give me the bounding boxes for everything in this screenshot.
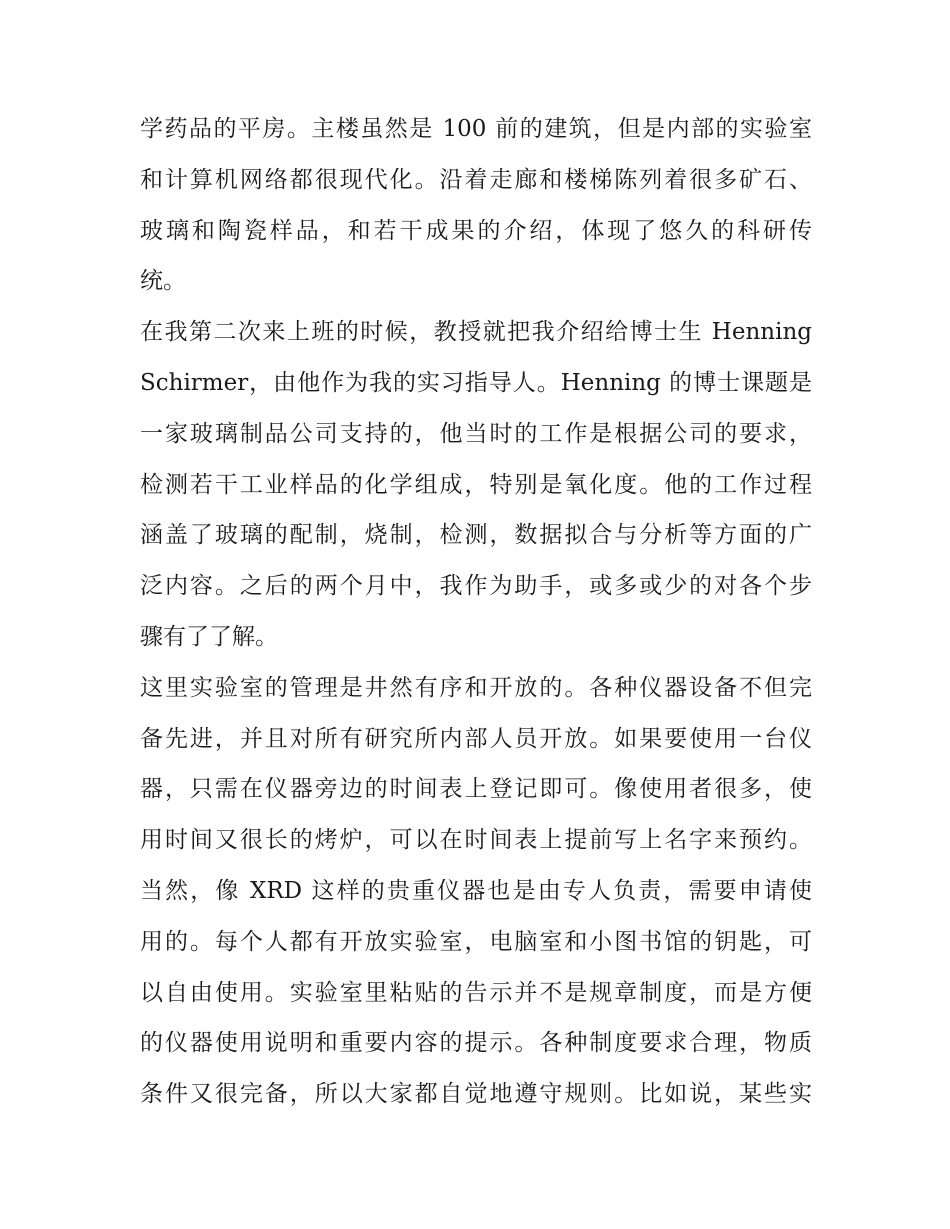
text-line: 涵盖了玻璃的配制，烧制，检测，数据拟合与分析等方面的广 [140, 522, 812, 549]
text-line: 器，只需在仪器旁边的时间表上登记即可。像使用者很多，使 [140, 776, 812, 803]
text-line: 和计算机网络都很现代化。沿着走廊和楼梯陈列着很多矿石、 [140, 166, 812, 193]
text-line: 一家玻璃制品公司支持的，他当时的工作是根据公司的要求， [140, 420, 812, 447]
text-line: Schirmer，由他作为我的实习指导人。Henning 的博士课题是 [140, 369, 812, 396]
text-line: 以自由使用。实验室里粘贴的告示并不是规章制度，而是方便 [140, 979, 812, 1006]
text-line: 检测若干工业样品的化学组成，特别是氧化度。他的工作过程 [140, 471, 812, 498]
text-line: 当然，像 XRD 这样的贵重仪器也是由专人负责，需要申请使 [140, 877, 812, 904]
text-line: 骤有了了解。 [140, 623, 278, 650]
text-line: 这里实验室的管理是井然有序和开放的。各种仪器设备不但完 [140, 674, 812, 701]
paragraph-2 [140, 307, 812, 663]
paragraph-1 [140, 104, 812, 307]
document-body [140, 104, 812, 1120]
text-line: 学药品的平房。主楼虽然是 100 前的建筑，但是内部的实验室 [140, 116, 812, 142]
text-line: 玻璃和陶瓷样品，和若干成果的介绍，体现了悠久的科研传 [140, 217, 812, 244]
text-line: 泛内容。之后的两个月中，我作为助手，或多或少的对各个步 [140, 573, 812, 600]
paragraph-3 [140, 663, 812, 1120]
text-line: 统。 [140, 268, 186, 295]
text-line: 用的。每个人都有开放实验室，电脑室和小图书馆的钥匙，可 [140, 928, 812, 955]
text-line: 用时间又很长的烤炉，可以在时间表上提前写上名字来预约。 [140, 827, 812, 854]
text-line: 条件又很完备，所以大家都自觉地遵守规则。比如说，某些实 [140, 1081, 812, 1108]
text-line: 的仪器使用说明和重要内容的提示。各种制度要求合理，物质 [140, 1030, 812, 1057]
text-line: 备先进，并且对所有研究所内部人员开放。如果要使用一台仪 [140, 725, 812, 752]
text-line: 在我第二次来上班的时候，教授就把我介绍给博士生 Henning [140, 319, 812, 346]
